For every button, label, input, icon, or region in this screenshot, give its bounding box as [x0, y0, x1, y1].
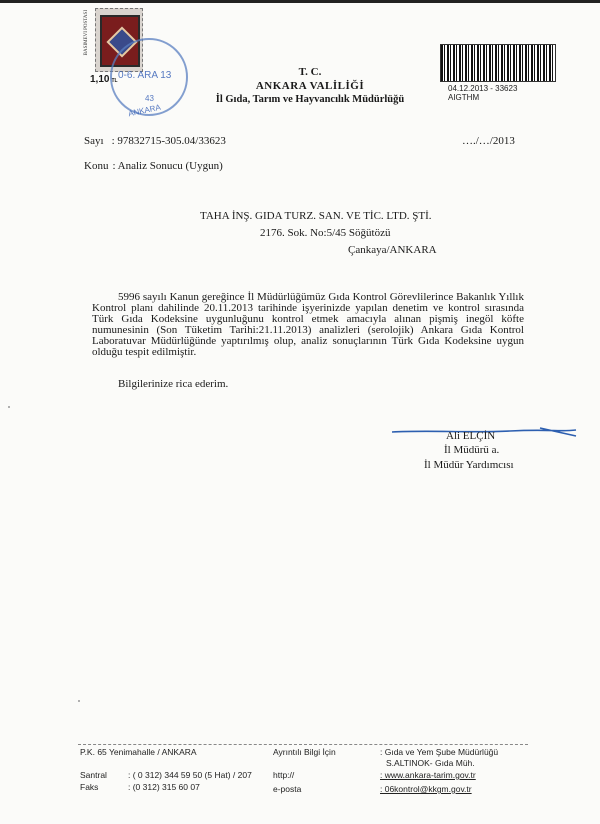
header-tc: T. C. — [298, 66, 322, 78]
postmark-date: 0-6. ARA 13 — [118, 70, 172, 81]
reference-number: Sayı : 97832715-305.04/33623 — [84, 135, 226, 147]
footer-http-label: http:// — [273, 770, 295, 780]
footer-faks-label: Faks — [80, 782, 99, 792]
body-paragraph: 5996 sayılı Kanun gereğince İl Müdürlüğümüz Gıda Kontrol Görevlilerince Bakanlık Yıllık Kontrol planı dahilinde 20.11.2013 tarihinde işyerinizde yapılan denetim ve kontrol sırasında Türk Gıda Kodeksine uygunluğunu kontrol etmek amacıyla alınan pişmiş inegöl köfte numunesinin (Son Tüketim Tarihi:21.11.2013) analizleri (serolojik) Ankara Gıda Kontrol Laboratuvar Müdürlüğünde yaptırılmış olup, analiz sonuçlarının Türk Gıda Kodeksine uygun olduğu tespit edilmiştir. — [92, 291, 524, 358]
header-governorship: ANKARA VALİLİĞİ — [255, 80, 365, 92]
stamp-side-label: BASIMEVİ POSTASI — [84, 10, 89, 56]
footer-email-link[interactable]: : 06kontrol@kkgm.gov.tr — [380, 784, 472, 794]
letter-body — [92, 292, 524, 358]
footer-info-unit: : Gıda ve Yem Şube Müdürlüğü — [380, 747, 499, 757]
barcode-code: AIGTHM — [448, 93, 480, 102]
scan-speck — [78, 700, 80, 702]
footer-santral-label: Santral — [80, 770, 107, 780]
recipient-company: TAHA İNŞ. GIDA TURZ. SAN. VE TİC. LTD. ŞTİ. — [200, 210, 432, 222]
scan-speck — [8, 406, 10, 408]
footer-info-contact: S.ALTINOK- Gıda Müh. — [386, 758, 475, 768]
recipient-city: Çankaya/ANKARA — [348, 244, 437, 256]
scan-top-edge — [0, 0, 600, 3]
postmark-city: ANKARA — [127, 102, 162, 119]
footer-website-link[interactable]: : www.ankara-tarim.gov.tr — [380, 770, 476, 780]
stamp-value: 1,10 TL — [90, 74, 118, 85]
footer-santral-value: : ( 0 312) 344 59 50 (5 Hat) / 207 — [128, 770, 252, 780]
signatory-title: İl Müdürü a. — [444, 444, 500, 456]
footer-address: P.K. 65 Yenimahalle / ANKARA — [80, 747, 197, 757]
footer-faks-value: : (0 312) 315 60 07 — [128, 782, 200, 792]
barcode — [440, 44, 556, 82]
subject-line: Konu : Analiz Sonucu (Uygun) — [84, 160, 223, 172]
barcode-caption: 04.12.2013 - 33623 — [448, 84, 518, 93]
header-directorate: İl Gıda, Tarım ve Hayvancılık Müdürlüğü — [215, 94, 405, 105]
document-date: …./…/2013 — [462, 135, 515, 147]
signatory-deputy-title: İl Müdür Yardımcısı — [424, 459, 514, 471]
signatory-name: Ali ELÇİN — [446, 430, 496, 442]
closing-line: Bilgilerinize rica ederim. — [118, 378, 229, 390]
recipient-street: 2176. Sok. No:5/45 Söğütözü — [260, 227, 391, 239]
footer-info-label: Ayrıntılı Bilgi İçin — [273, 747, 336, 757]
footer-divider — [78, 744, 528, 745]
postmark-code: 43 — [145, 94, 154, 103]
footer-eposta-label: e-posta — [273, 784, 302, 794]
